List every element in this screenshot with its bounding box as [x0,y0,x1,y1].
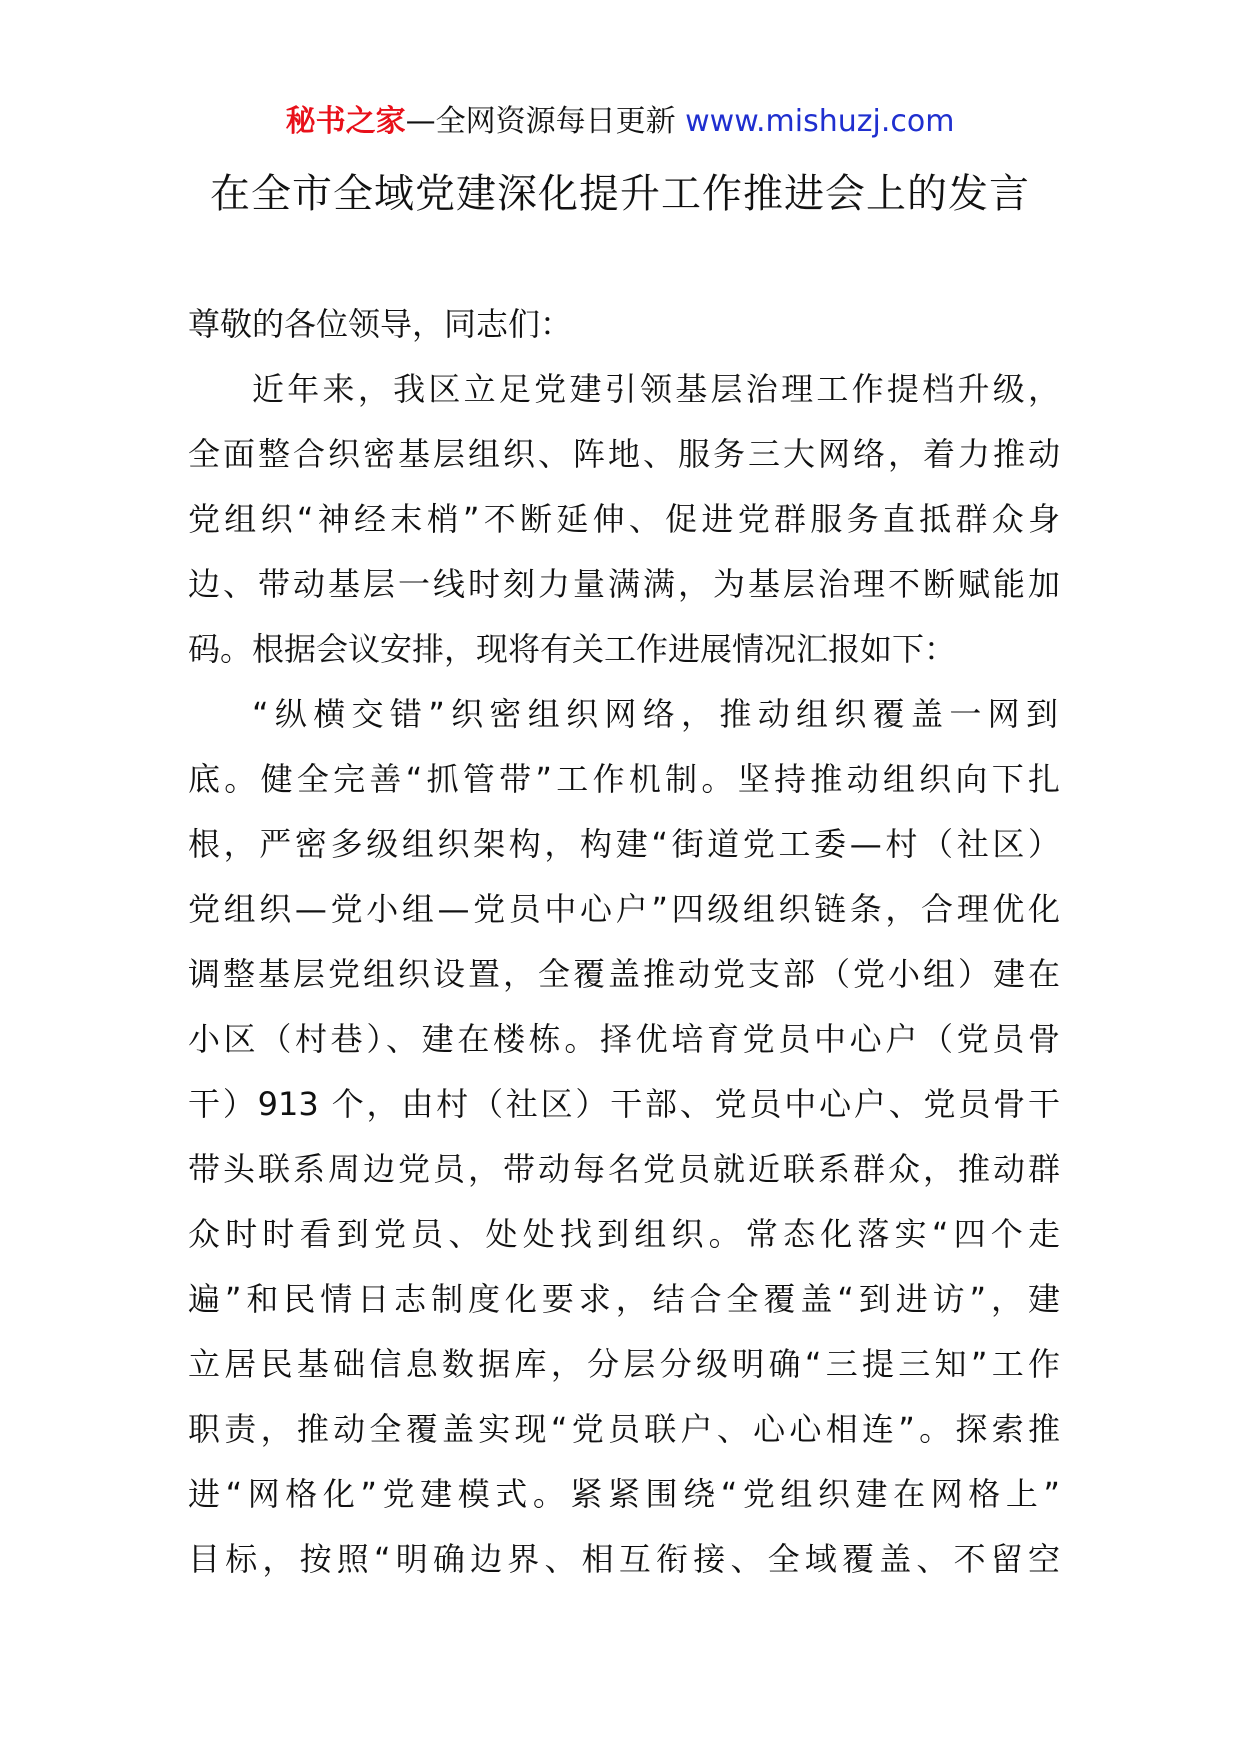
paragraph-line: 职责，推动全覆盖实现“党员联户、心心相连”。探索推 [188,1410,1060,1448]
paragraph-line: 底。健全完善“抓管带”工作机制。坚持推动组织向下扎 [188,760,1060,798]
document-body [188,292,1060,1592]
document-title: 在全市全域党建深化提升工作推进会上的发言 [210,171,1030,217]
paragraph-line: 众时时看到党员、处处找到组织。常态化落实“四个走 [188,1215,1060,1253]
header-slogan: —全网资源每日更新 [405,104,686,139]
paragraph-line: 目标，按照“明确边界、相互衔接、全域覆盖、不留空 [188,1540,1060,1578]
section-heading-line: “纵横交错”织密组织网络，推动组织覆盖一网到 [252,695,1060,733]
paragraph-line: 码。根据会议安排，现将有关工作进展情况汇报如下： [188,630,957,668]
paragraph-line: 全面整合织密基层组织、阵地、服务三大网络，着力推动 [188,435,1060,473]
brand-name: 秘书之家 [285,104,406,139]
paragraph-line: 小区（村巷）、建在楼栋。择优培育党员中心户（党员骨 [188,1020,1060,1058]
paragraph-line: 立居民基础信息数据库，分层分级明确“三提三知”工作 [188,1345,1060,1383]
salutation: 尊敬的各位领导，同志们： [188,305,573,343]
paragraph-line: 调整基层党组织设置，全覆盖推动党支部（党小组）建在 [188,955,1060,993]
paragraph-line: 党组织“神经末梢”不断延伸、促进党群服务直抵群众身 [188,500,1060,538]
site-url-link[interactable]: www.mishuzj.com [685,104,955,139]
paragraph-line: 遍”和民情日志制度化要求，结合全覆盖“到进访”，建 [188,1280,1060,1318]
paragraph-line: 进“网格化”党建模式。紧紧围绕“党组织建在网格上” [188,1475,1060,1513]
paragraph-line: 带头联系周边党员，带动每名党员就近联系群众，推动群 [188,1150,1060,1188]
paragraph-line: 党组织—党小组—党员中心户”四级组织链条，合理优化 [188,890,1060,928]
paragraph-line: 近年来，我区立足党建引领基层治理工作提档升级， [252,370,1060,408]
site-header [0,102,1240,142]
paragraph-line: 干）913 个，由村（社区）干部、党员中心户、党员骨干 [188,1085,1060,1123]
paragraph-line: 边、带动基层一线时刻力量满满，为基层治理不断赋能加 [188,565,1060,603]
paragraph-line: 根，严密多级组织架构，构建“街道党工委—村（社区） [188,825,1060,863]
